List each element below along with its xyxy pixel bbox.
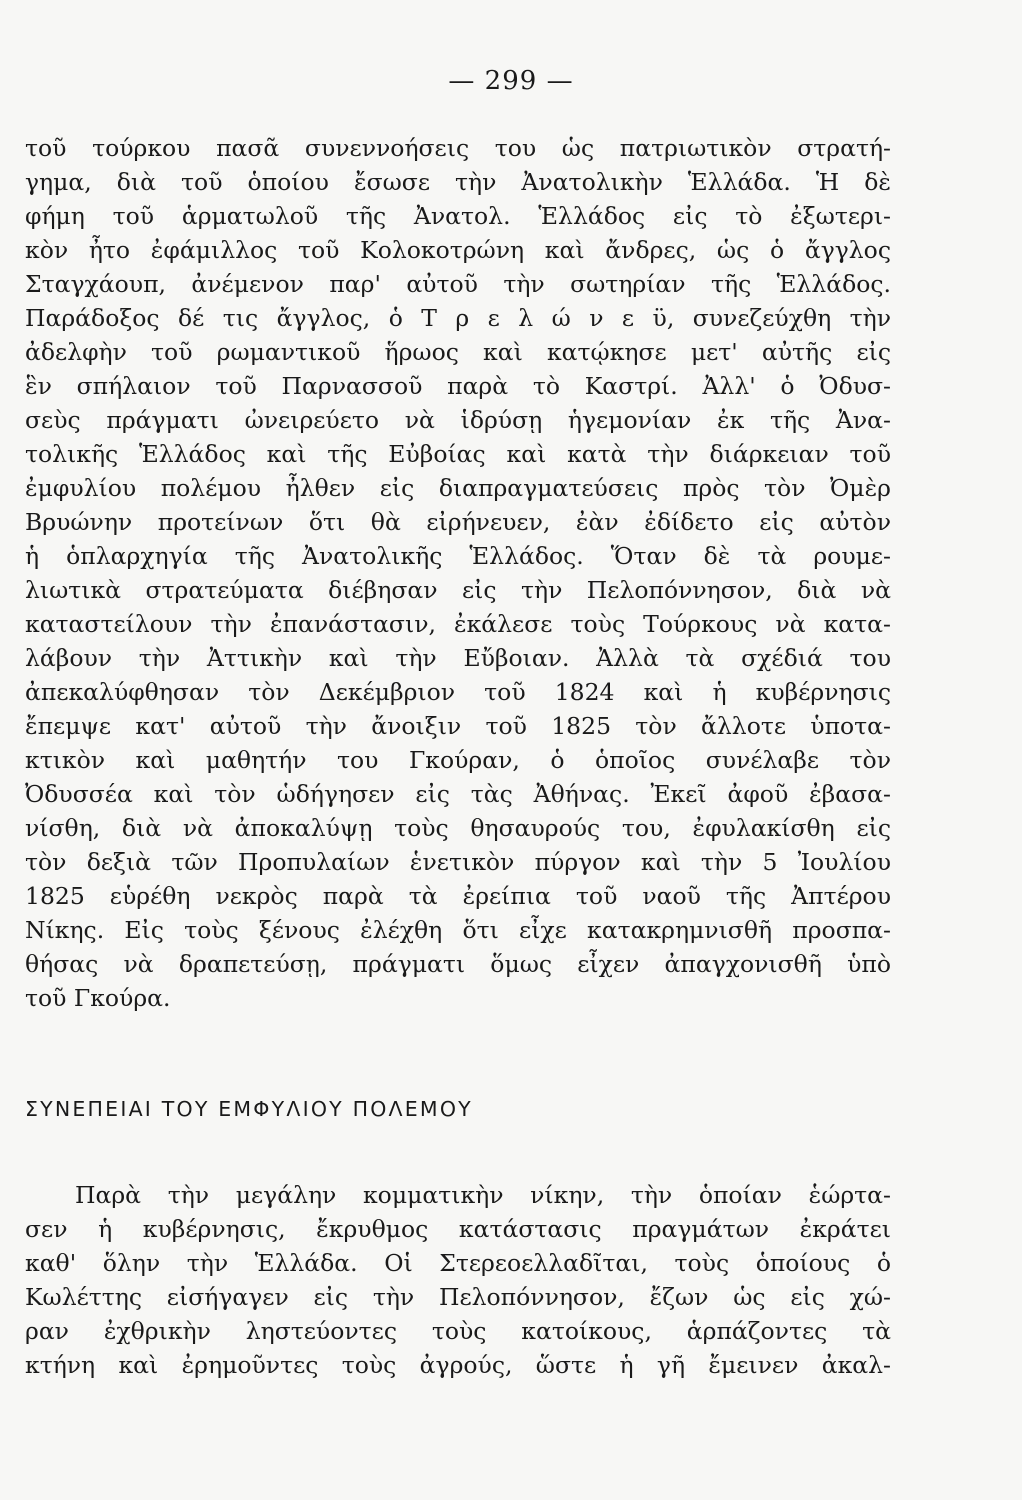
text-line: τὸν δεξιὰ τῶν Προπυλαίων ἑνετικὸν πύργον καὶ τὴν 5 Ἰουλίου — [25, 848, 891, 876]
text-line: τοῦ τούρκου πασᾶ συνεννοήσεις του ὡς πατριωτικὸν στρατή- — [25, 134, 891, 162]
text-line: ἓν σπήλαιον τοῦ Παρνασσοῦ παρὰ τὸ Καστρί. Ἀλλ' ὁ Ὀδυσ- — [25, 372, 891, 400]
text-line: Παράδοξος δέ τις ἄγγλος, ὁ Τ ρ ε λ ώ ν ε ϋ, συνεζεύχθη τὴν — [25, 304, 891, 332]
text-line: ἀπεκαλύφθησαν τὸν Δεκέμβριον τοῦ 1824 καὶ ἡ κυβέρνησις — [25, 678, 891, 706]
text-line: γημα, διὰ τοῦ ὁποίου ἔσωσε τὴν Ἀνατολικὴν Ἑλλάδα. Ἡ δὲ — [25, 168, 891, 196]
text-line: λάβουν τὴν Ἀττικὴν καὶ τὴν Εὔβοιαν. Ἀλλὰ τὰ σχέδιά του — [25, 644, 891, 672]
text-line: ἔπεμψε κατ' αὐτοῦ τὴν ἄνοιξιν τοῦ 1825 τὸν ἄλλοτε ὑποτα- — [25, 712, 891, 740]
text-line: καταστείλουν τὴν ἐπανάστασιν, ἐκάλεσε τοὺς Τούρκους νὰ κατα- — [25, 610, 891, 638]
text-line: κτήνη καὶ ἐρημοῦντες τοὺς ἀγρούς, ὥστε ἡ γῆ ἔμεινεν ἀκαλ- — [25, 1351, 891, 1379]
text-line: ἐμφυλίου πολέμου ἦλθεν εἰς διαπραγματεύσεις πρὸς τὸν Ὀμὲρ — [25, 474, 891, 502]
text-line: Νίκης. Εἰς τοὺς ξένους ἐλέχθη ὅτι εἶχε κατακρημνισθῆ προσπα- — [25, 916, 891, 944]
text-line: τολικῆς Ἑλλάδος καὶ τῆς Εὐβοίας καὶ κατὰ τὴν διάρκειαν τοῦ — [25, 440, 891, 468]
text-line: Παρὰ τὴν μεγάλην κομματικὴν νίκην, τὴν ὁποίαν ἑώρτα- — [75, 1181, 891, 1209]
text-line: λιωτικὰ στρατεύματα διέβησαν εἰς τὴν Πελοπόννησον, διὰ νὰ — [25, 576, 891, 604]
text-line: Βρυώνην προτείνων ὅτι θὰ εἰρήνευεν, ἐὰν ἐδίδετο εἰς αὐτὸν — [25, 508, 891, 536]
text-line: ἀδελφὴν τοῦ ρωμαντικοῦ ἥρωος καὶ κατῴκησε μετ' αὐτῆς εἰς — [25, 338, 891, 366]
text-line: σεν ἡ κυβέρνησις, ἔκρυθμος κατάστασις πραγμάτων ἐκράτει — [25, 1215, 891, 1243]
text-line: φήμη τοῦ ἁρματωλοῦ τῆς Ἀνατολ. Ἑλλάδος εἰς τὸ ἐξωτερι- — [25, 202, 891, 230]
text-line: νίσθη, διὰ νὰ ἀποκαλύψῃ τοὺς θησαυρούς του, ἐφυλακίσθη εἰς — [25, 814, 891, 842]
text-line: θήσας νὰ δραπετεύσῃ, πράγματι ὅμως εἶχεν ἀπαγχονισθῆ ὑπὸ — [25, 950, 891, 978]
text-line: κὸν ἦτο ἐφάμιλλος τοῦ Κολοκοτρώνη καὶ ἄνδρες, ὡς ὁ ἄγγλος — [25, 236, 891, 264]
text-line: σεὺς πράγματι ὠνειρεύετο νὰ ἱδρύσῃ ἡγεμονίαν ἐκ τῆς Ἀνα- — [25, 406, 891, 434]
text-line: τοῦ Γκούρα. — [25, 984, 171, 1012]
section-heading: ΣΥΝΕΠΕΙΑΙ ΤΟΥ ΕΜΦΥΛΙΟΥ ΠΟΛΕΜΟΥ — [25, 1097, 473, 1121]
text-line: 1825 εὑρέθη νεκρὸς παρὰ τὰ ἐρείπια τοῦ ναοῦ τῆς Ἀπτέρου — [25, 882, 891, 910]
text-line: Κωλέττης εἰσήγαγεν εἰς τὴν Πελοπόννησον, ἔζων ὡς εἰς χώ- — [25, 1283, 891, 1311]
text-line: καθ' ὅλην τὴν Ἑλλάδα. Οἱ Στερεοελλαδῖται, τοὺς ὁποίους ὁ — [25, 1249, 891, 1277]
page-number: — 299 — — [448, 66, 574, 96]
text-line: Ὀδυσσέα καὶ τὸν ὡδήγησεν εἰς τὰς Ἀθήνας. Ἐκεῖ ἀφοῦ ἐβασα- — [25, 780, 891, 808]
text-line: ἡ ὁπλαρχηγία τῆς Ἀνατολικῆς Ἑλλάδος. Ὅταν δὲ τὰ ρουμε- — [25, 542, 891, 570]
text-line: ραν ἐχθρικὴν ληστεύοντες τοὺς κατοίκους, ἁρπάζοντες τὰ — [25, 1317, 891, 1345]
text-line: κτικὸν καὶ μαθητήν του Γκούραν, ὁ ὁποῖος συνέλαβε τὸν — [25, 746, 891, 774]
text-line: Σταγχάουπ, ἀνέμενον παρ' αὐτοῦ τὴν σωτηρίαν τῆς Ἑλλάδος. — [25, 270, 891, 298]
